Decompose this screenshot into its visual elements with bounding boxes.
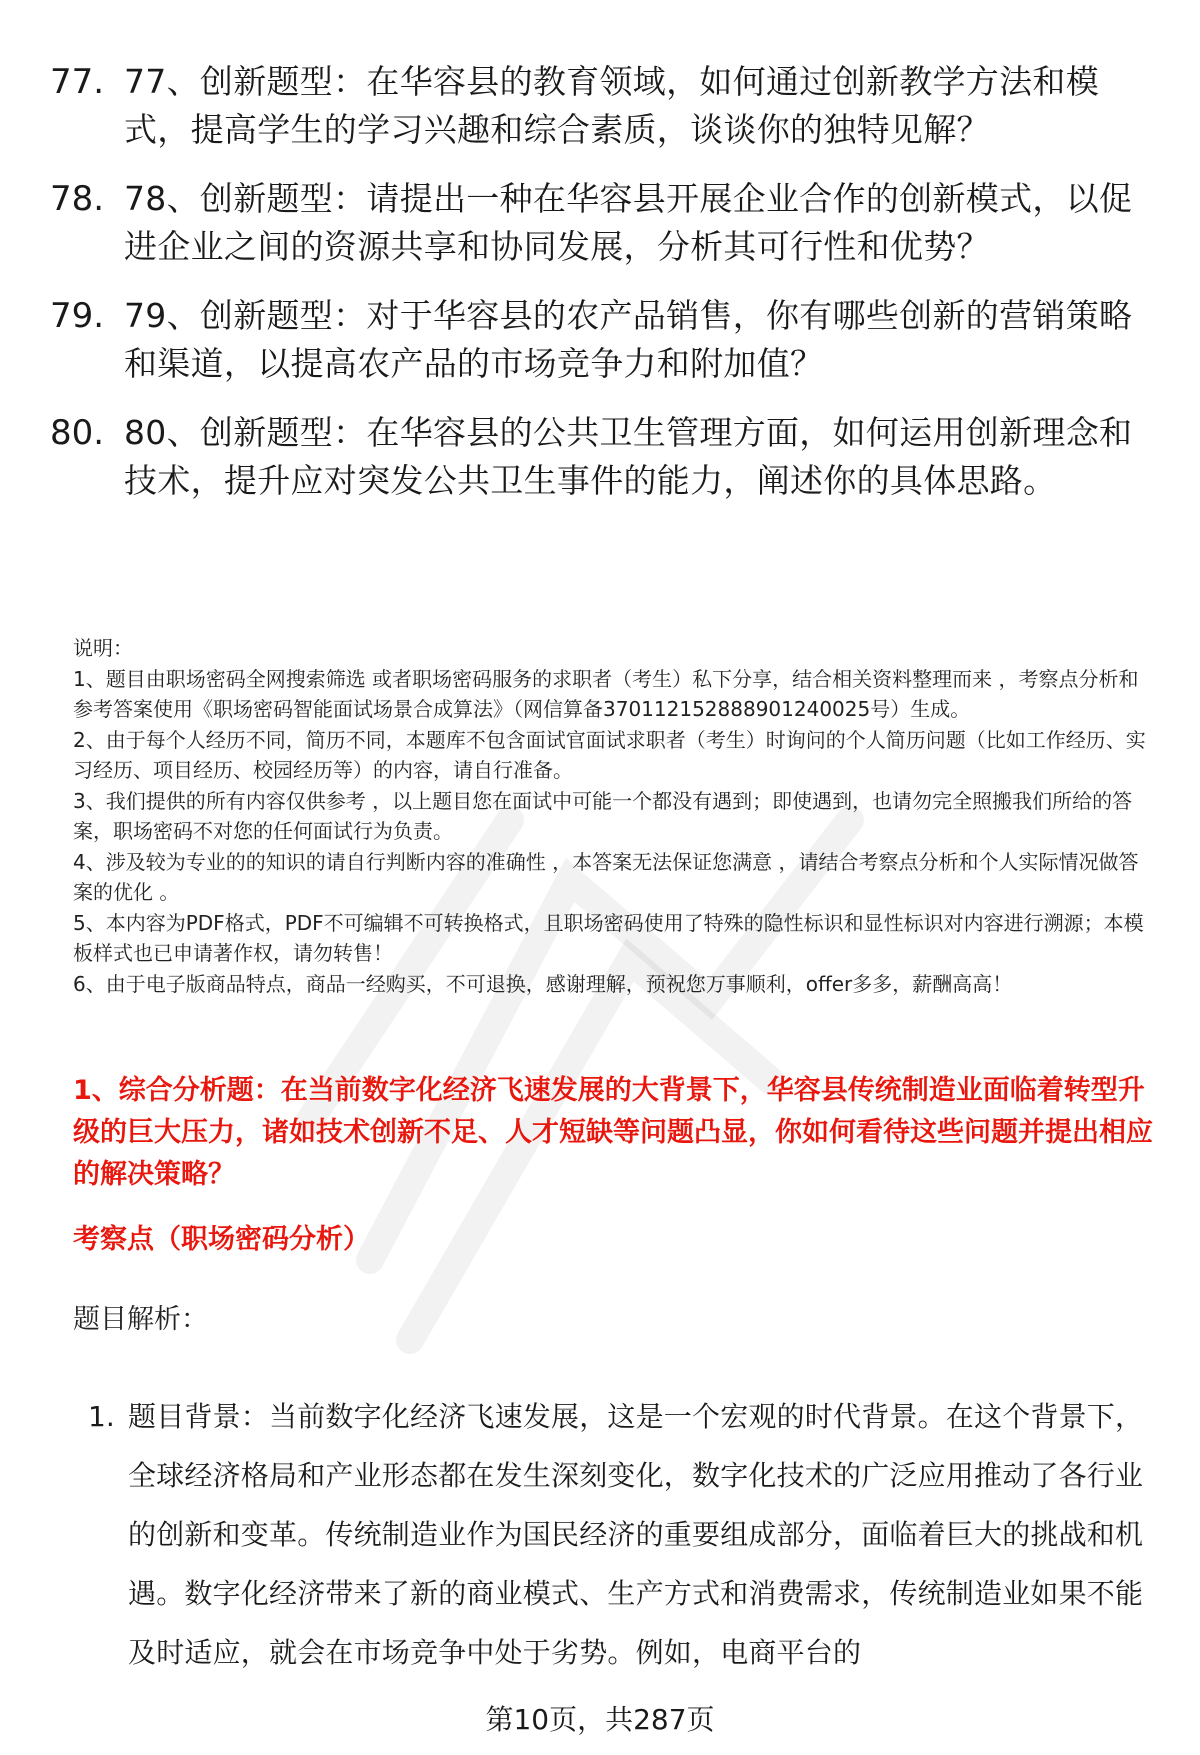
notes-line: 1、题目由职场密码全网搜索筛选 或者职场密码服务的求职者（考生）私下分享，结合相关资料整理而来 ，考察点分析和参考答案使用《职场密码智能面试场景合成算法》（网信算备370112152888901240025号）生成。 <box>73 666 1139 721</box>
notes-line: 6、由于电子版商品特点，商品一经购买，不可退换，感谢理解，预祝您万事顺利，offer多多，薪酬高高！ <box>73 971 1013 996</box>
list-item <box>50 58 1150 154</box>
notes-line: 2、由于每个人经历不同，简历不同，本题库不包含面试官面试求职者（考生）时询问的个人简历问题（比如工作经历、实习经历、项目经历、校园经历等）的内容，请自行准备。 <box>73 727 1146 782</box>
list-item <box>50 409 1150 505</box>
question-number: 80. <box>50 413 105 453</box>
kaocha-heading: 考察点（职场密码分析） <box>73 1224 370 1255</box>
notes-line: 3、我们提供的所有内容仅供参考 ，以上题目您在面试中可能一个都没有遇到；即使遇到，也请勿完全照搬我们所给的答案，职场密码不对您的任何面试行为负责。 <box>73 788 1133 843</box>
question-list <box>50 58 1150 526</box>
main-question-heading: 1、综合分析题：在当前数字化经济飞速发展的大背景下，华容县传统制造业面临着转型升级的巨大压力，诸如技术创新不足、人才短缺等问题凸显，你如何看待这些问题并提出相应的解决策略？ <box>73 1075 1153 1190</box>
analysis-item <box>88 1387 1148 1682</box>
notes-line: 4、涉及较为专业的的知识的请自行判断内容的准确性 ，本答案无法保证您满意 ，请结合考察点分析和个人实际情况做答案的优化 。 <box>73 849 1139 904</box>
question-number: 78. <box>50 179 105 219</box>
question-text: 80、创新题型：在华容县的公共卫生管理方面，如何运用创新理念和技术，提升应对突发公共卫生事件的能力，阐述你的具体思路。 <box>124 413 1133 500</box>
list-item <box>50 292 1150 388</box>
analysis-heading: 题目解析： <box>73 1304 208 1335</box>
page-footer: 第10页，共287页 <box>485 1703 715 1736</box>
question-text: 77、创新题型：在华容县的教育领域，如何通过创新教学方法和模式，提高学生的学习兴趣和综合素质，谈谈你的独特见解？ <box>124 62 1099 149</box>
analysis-number: 1. <box>88 1400 115 1433</box>
question-number: 79. <box>50 296 105 336</box>
notes-line: 5、本内容为PDF格式，PDF不可编辑不可转换格式，且职场密码使用了特殊的隐性标识和显性标识对内容进行溯源；本模板样式也已申请著作权，请勿转售！ <box>73 910 1144 965</box>
notes-section <box>73 633 1158 999</box>
question-text: 78、创新题型：请提出一种在华容县开展企业合作的创新模式，以促进企业之间的资源共享和协同发展，分析其可行性和优势？ <box>124 179 1133 266</box>
list-item <box>50 175 1150 271</box>
question-text: 79、创新题型：对于华容县的农产品销售，你有哪些创新的营销策略和渠道，以提高农产品的市场竞争力和附加值？ <box>124 296 1133 383</box>
notes-title: 说明： <box>73 636 133 660</box>
question-number: 77. <box>50 62 105 102</box>
analysis-text: 题目背景：当前数字化经济飞速发展，这是一个宏观的时代背景。在这个背景下，全球经济格局和产业形态都在发生深刻变化，数字化技术的广泛应用推动了各行业的创新和变革。传统制造业作为国民经济的重要组成部分，面临着巨大的挑战和机遇。数字化经济带来了新的商业模式、生产方式和消费需求，传统制造业如果不能及时适应，就会在市场竞争中处于劣势。例如，电商平台的 <box>128 1400 1144 1669</box>
